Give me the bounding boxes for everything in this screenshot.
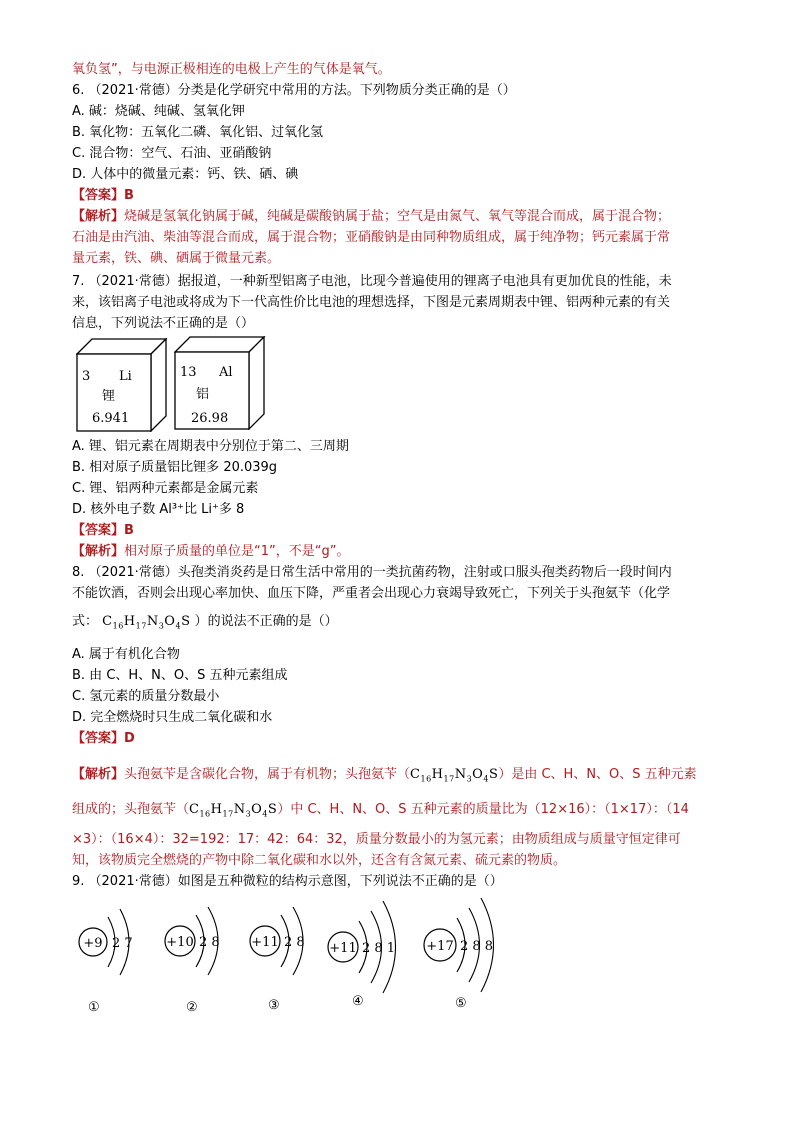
lithium-mass: 6.941 — [92, 411, 130, 426]
aluminium-element-cell — [174, 336, 266, 430]
particle-3 — [250, 907, 305, 1013]
question-6-option-c: C. 混合物：空气、石油、亚硝酸钠 — [72, 146, 272, 161]
question-7-option-b: B. 相对原子质量铝比锂多 20.039g — [72, 460, 278, 475]
question-7-option-d: D. 核外电子数 Al³⁺比 Li⁺多 8 — [72, 502, 245, 517]
nucleus-charge: +11 — [251, 935, 279, 950]
question-8-answer: 【答案】D — [72, 731, 135, 746]
question-9-stem: 9. （2021·常德）如图是五种微粒的结构示意图，下列说法不正确的是（） — [72, 874, 503, 889]
particle-label: ① — [88, 1000, 100, 1015]
question-8-stem-2: 不能饮酒，否则会出现心率加快、血压下降，严重者会出现心力衰竭导致死亡，下列关于头孢氨苄（化学 — [72, 586, 671, 601]
nucleus-charge: +9 — [83, 936, 103, 951]
explanation-tag: 【解析】 — [72, 544, 125, 559]
electron-shells: 2 8 1 — [362, 941, 396, 956]
question-7-stem-1: 7. （2021·常德）据报道，一种新型铝离子电池，比现今普遍使用的锂离子电池具有更加优良的性能，未 — [72, 274, 672, 289]
aluminium-number: 13 — [180, 365, 197, 380]
question-6-explanation-3: 量元素，铁、碘、硒属于微量元素。 — [72, 251, 281, 266]
particle-label: ④ — [352, 994, 364, 1009]
question-7-explanation — [72, 542, 732, 562]
question-8-stem-1: 8. （2021·常德）头孢类消炎药是日常生活中常用的一类抗菌药物，注射或口服头孢类药物后一段时间内 — [72, 565, 672, 580]
continuation-line: 氧负氢”，与电源正极相连的电极上产生的气体是氧气。 — [72, 62, 391, 77]
text-segment: 式： — [72, 614, 99, 629]
cephalexin-formula: $C_{16}H_{17}N_3O_4S$ — [410, 767, 499, 784]
question-8-explanation-4: 知，该物质完全燃烧的产物中除二氧化碳和水以外，还含有含氮元素、硫元素的物质。 — [72, 853, 567, 868]
text-segment: 头孢氨苄是含碳化合物，属于有机物；头孢氨苄（ — [124, 767, 411, 782]
cephalexin-formula: $C_{16}H_{17}N_3O_4S$ — [189, 802, 278, 819]
question-6-answer: 【答案】B — [72, 188, 134, 203]
text-segment: ）的说法不正确的是（） — [194, 614, 338, 629]
aluminium-mass: 26.98 — [191, 411, 229, 426]
explanation-tag: 【解析】 — [72, 209, 125, 224]
text-segment: ）是由 C、H、N、O、S 五种元素 — [498, 767, 697, 782]
question-8-option-c: C. 氢元素的质量分数最小 — [72, 689, 220, 704]
question-7-option-a: A. 锂、铝元素在周期表中分别位于第二、三周期 — [72, 439, 349, 454]
electron-shells: 2 8 — [199, 935, 220, 950]
aluminium-name: 铝 — [196, 387, 210, 402]
question-7-answer: 【答案】B — [72, 523, 134, 538]
question-7-option-c: C. 锂、铝两种元素都是金属元素 — [72, 481, 259, 496]
particle-structure-diagram — [72, 895, 512, 1025]
particle-4 — [328, 901, 396, 1009]
lithium-name: 锂 — [102, 389, 116, 404]
particle-5 — [424, 898, 494, 1011]
nucleus-charge: +11 — [329, 941, 357, 956]
question-6-stem: 6. （2021·常德）分类是化学研究中常用的方法。下列物质分类正确的是（） — [72, 83, 516, 98]
particle-label: ⑤ — [455, 996, 467, 1011]
electron-shells: 2 8 — [284, 935, 305, 950]
question-8-stem-3 — [72, 612, 732, 637]
question-6-option-a: A. 碱：烧碱、纯碱、氢氧化钾 — [72, 104, 245, 119]
question-8-option-d: D. 完全燃烧时只生成二氧化碳和水 — [72, 710, 273, 725]
question-8-explanation-1 — [72, 765, 732, 790]
aluminium-symbol: Al — [219, 365, 233, 380]
lithium-element-cell — [76, 338, 168, 432]
explanation-tag: 【解析】 — [72, 767, 125, 782]
electron-shells: 2 8 8 — [460, 939, 494, 954]
particle-label: ② — [186, 1000, 198, 1015]
text-segment: ）中 C、H、N、O、S 五种元素的质量比为（12×16）：（1×17）：（14 — [277, 802, 689, 817]
explanation-text: 相对原子质量的单位是“1”，不是“g”。 — [124, 544, 350, 559]
question-6-option-d: D. 人体中的微量元素：钙、铁、硒、碘 — [72, 167, 299, 182]
cephalexin-formula: $C_{16}H_{17}N_3O_4S$ — [102, 614, 191, 631]
lithium-symbol: Li — [119, 369, 132, 384]
question-6-explanation-2: 石油是由汽油、柴油等混合而成，属于混合物；亚硝酸钠是由同种物质组成，属于纯净物；钙元素属于常 — [72, 230, 671, 245]
electron-shells: 2 7 — [112, 936, 133, 951]
nucleus-charge: +17 — [426, 939, 454, 954]
question-7-stem-3: 信息，下列说法不正确的是（） — [72, 316, 255, 331]
particle-2 — [165, 907, 220, 1015]
lithium-number: 3 — [82, 369, 91, 384]
question-8-explanation-3: ×3）：（16×4）：32=192：17：42：64：32，质量分数最小的为氢元素；由物质组成与质量守恒定律可 — [72, 832, 681, 847]
question-8-option-b: B. 由 C、H、N、O、S 五种元素组成 — [72, 668, 288, 683]
question-8-explanation-2 — [72, 800, 732, 825]
particle-label: ③ — [268, 998, 280, 1013]
particle-1 — [79, 909, 133, 1015]
explanation-text: 烧碱是氢氧化钠属于碱，纯碱是碳酸钠属于盐；空气是由氮气、氧气等混合而成，属于混合物； — [124, 209, 671, 224]
question-6-option-b: B. 氧化物：五氧化二磷、氧化铝、过氧化氢 — [72, 125, 324, 140]
question-8-option-a: A. 属于有机化合物 — [72, 647, 180, 662]
text-segment: 组成的；头孢氨苄（ — [72, 802, 190, 817]
question-7-stem-2: 来，该铝离子电池或将成为下一代高性价比电池的理想选择，下图是元素周期表中锂、铝两种元素的有关 — [72, 295, 671, 310]
nucleus-charge: +10 — [166, 935, 194, 950]
question-6-explanation-1 — [72, 207, 732, 227]
